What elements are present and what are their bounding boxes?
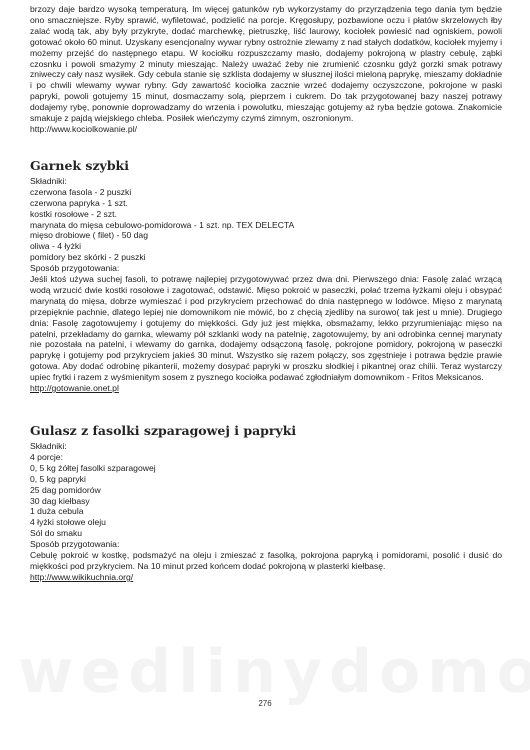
ingredient-item: czerwona fasola - 2 puszki — [30, 186, 132, 197]
ingredient-item: Sól do smaku — [30, 528, 83, 539]
page-content — [30, 4, 502, 583]
ingredient-item: marynata do mięsa cebulowo-pomidorowa - 1 szt. np. TEX DELECTA — [30, 219, 295, 230]
ingredient-item: 0, 5 kg papryki — [30, 473, 86, 484]
recipe-title-garnek-szybki: Garnek szybki — [30, 157, 129, 173]
ingredient-item: 0, 5 kg żółtej fasolki szparagowej — [30, 462, 156, 473]
ingredients-header: Składniki: — [30, 441, 67, 451]
source-link-onet[interactable]: http://gotowanie.onet.pl — [30, 383, 119, 394]
recipe-garnek-szybki — [30, 176, 502, 394]
ingredient-item: 25 dag pomidorów — [30, 484, 101, 495]
method-text: Jeśli ktoś używa suchej fasoli, to potrawę najlepiej przygotowywać przez dwa dni. Pierwszego dnia: Fasolę zalać wrzącą wodą wrzucić dwie kostki rosołowe i zagotować, odstawić. Mięso pokroić w paseczki, połać trzema łyżkami oleju i obsypać marynatą do mięsa, dobrze wymieszać i pod przykryciem przechować do dnia następnego w lodówce. Mięso z marynatą przepięknie pachnie, dlatego lepiej nie domownikom nie mówić, bo z chęcią zjedliby na surowo( tak jest u mnie). Drugiego dnia: Fasolę zagotowujemy i gotujemy do miękkości. Gdy już jest miękka, obsmażamy, lekko przyrumieniając mięso na patelni, przekładamy do garnka, wlewamy pół szklanki wody na patelnię, zagotowujemy, by ani odrobinka cennej marynaty nie pozostała na patelni, i wlewamy do garnka, dodajemy odsączoną fasolę, pokrojone pomidory, pokrojoną w paseczki paprykę i gotujemy pod przykryciem jakieś 30 minut. Wszystko się razem połączy, sos zgęstnieje i potrawa będzie prawie gotowa. Aby dodać odrobinę pikanterii, możemy dosypać papryki w proszku słodkiej i pikantnej oraz chilii. Teraz wystarczy upiec frytki i razem z wyśmienitym sosem z pysznego kociołka podawać zgłodniałym domownikom - Fritos Meksicanos. — [30, 274, 502, 383]
recipe-gulasz — [30, 441, 502, 583]
ingredient-item: mięso drobiowe ( filet) - 50 dag — [30, 230, 148, 241]
ingredient-item: kostki rosołowe - 2 szt. — [30, 208, 117, 219]
method-text: Cebulę pokroić w kostkę, podsmażyć na oleju i zmieszać z fasolką, pokrojona papryką i pomidorami, posolić i dusić do miękkości pod przykryciem. Na 10 minut przed końcem dodać pokrojoną w plasterki kiełbasę. — [30, 550, 502, 571]
ingredient-item: 4 porcje: — [30, 451, 63, 462]
ingredient-item: czerwona papryka - 1 szt. — [30, 197, 128, 208]
ingredient-item: 4 łyżki stołowe oleju — [30, 517, 106, 528]
ingredients-header: Składniki: — [30, 175, 67, 186]
watermark — [18, 642, 518, 702]
source-link-wikikuchnia[interactable]: http://www.wikikuchnia.org/ — [30, 571, 134, 582]
ingredient-item: 1 duża cebula — [30, 506, 84, 517]
method-header: Sposób przygotowania: — [30, 539, 120, 550]
ingredient-item: 30 dag kiełbasy — [30, 495, 90, 506]
intro-source-link[interactable]: http://www.kociolkowanie.pl/ — [30, 123, 137, 134]
recipe-title-gulasz: Gulasz z fasolki szparagowej i papryki — [30, 423, 297, 438]
ingredient-item: pomidory bez skórki - 2 puszki — [30, 252, 146, 263]
page-number: 276 — [258, 699, 272, 708]
ingredient-item: oliwa - 4 łyżki — [30, 241, 82, 252]
intro-paragraph: brzozy daje bardzo wysoką temperaturą. Im więcej gatunków ryb wykorzystamy do przyrządzenia tego dania tym będzie ono smaczniejsze. Ryby sprawić, wyfiletować, podzielić na porcje. Kręgosłupy, pozbawione oczu i płatów skrzelowych łby zalać wodą tak, aby były przykryte, dodać marchewkę, pietruszkę, liść laurowy, kociołek powiesić nad ogniskiem, powoli gotować około 60 minut. Uzyskany esencjonalny wywar rybny ostrożnie zlewamy z nad stałych dodatków, kociołek myjemy i możemy przejść do następnego etapu. W kociołku rozpuszczamy masło, dodajemy pokrojoną w plastry cebulę, ząbki czosnku i powoli smażymy 2 minuty mieszając. Należy uważać żeby nie zrumienić czosnku gdyż gorzki smak potrawy zniweczy cały nasz wysiłek. Gdy cebula stanie się szklista dodajemy w słusznej ilości mieloną paprykę, mieszamy dokładnie i po chwili wlewamy wywar rybny. Gdy zawartość kociołka zacznie wrzeć dodajemy oczyszczone, pokrojone w paski papryki, powoli gotujemy 15 minut, dosmaczamy solą, pieprzem i cukrem. Do tak przygotowanej bazy naszej potrawy dodajemy rybę, ponownie doprowadzamy do wrzenia i powolutku, mieszając gotujemy aż ryba będzie gotowa. Znakomicie smakuje z pajdą wiejskiego chleba. Posiłek wieńczymy czymś zimnym, oszronionym. — [30, 4, 502, 124]
method-header: Sposób przygotowania: — [30, 263, 120, 274]
